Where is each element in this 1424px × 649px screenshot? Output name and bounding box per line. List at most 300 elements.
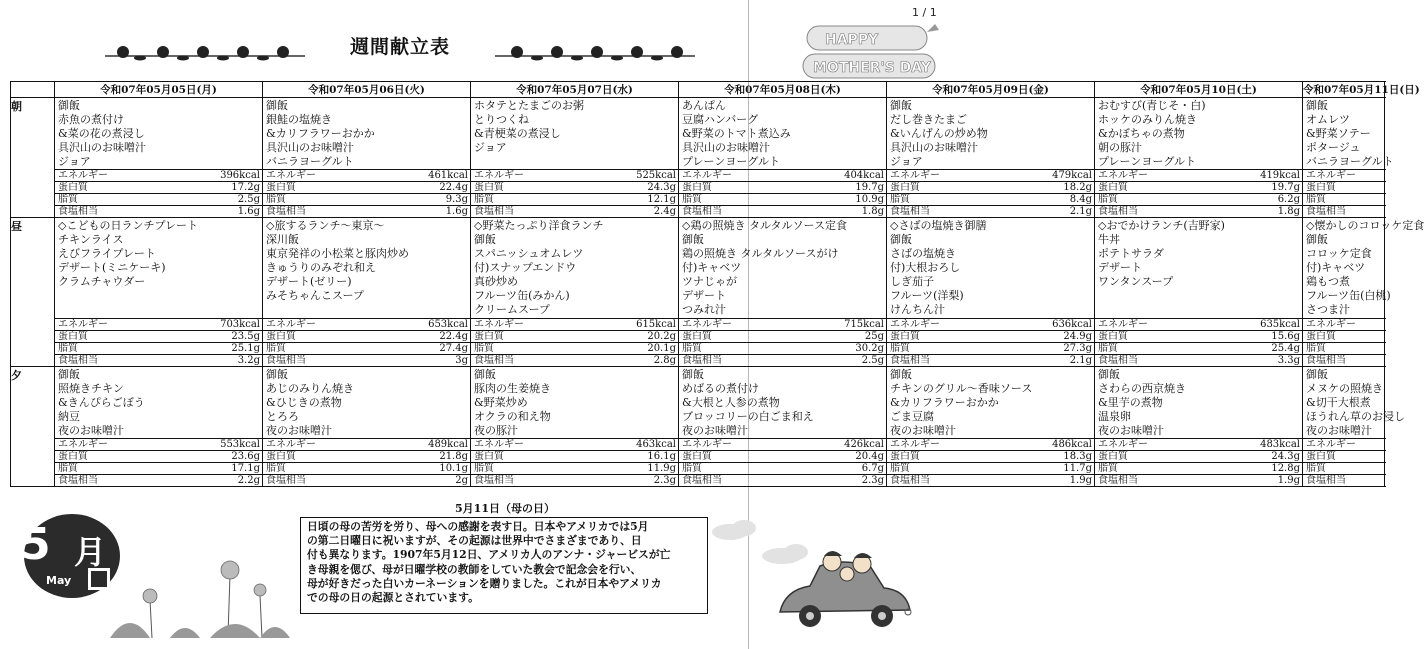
menu-item: けんちん汁 bbox=[890, 303, 945, 316]
nutrient-label: 食塩相当 bbox=[471, 475, 553, 487]
date-header: 令和07年05月09日(金) bbox=[887, 82, 1095, 98]
nutrient-label: エネルギー bbox=[1303, 319, 1385, 331]
menu-item: コロッケ定食 bbox=[1306, 247, 1372, 260]
menu-item: さわらの西京焼き bbox=[1098, 382, 1186, 396]
breakfast-menu-cell bbox=[679, 98, 887, 170]
nutrient-label: 蛋白質 bbox=[679, 331, 761, 343]
nutrient-label: 蛋白質 bbox=[471, 331, 553, 343]
date-header: 令和07年05月10日(土) bbox=[1095, 82, 1303, 98]
nutrient-value: 12.1g bbox=[553, 194, 679, 206]
nutrient-value: 12.8g bbox=[1177, 463, 1303, 475]
nutrient-value: 1.9g bbox=[969, 475, 1095, 487]
menu-item: めばるの煮付け bbox=[682, 382, 759, 396]
nutrient-value: 18.3g bbox=[969, 451, 1095, 463]
menu-item: 具沢山のお味噌汁 bbox=[266, 141, 354, 154]
note-line: 母が好きだった白いカーネーションを贈りました。これが日本やアメリカ bbox=[307, 576, 662, 590]
nutrient-label: 蛋白質 bbox=[263, 182, 345, 194]
menu-item: フルーツ(洋梨) bbox=[890, 289, 964, 302]
dinner-nutrient-row bbox=[11, 463, 1385, 475]
nutrient-value: 6.7g bbox=[761, 463, 887, 475]
menu-item: 御飯 bbox=[1098, 368, 1120, 382]
nutrient-value: 2.5g bbox=[137, 194, 263, 206]
menu-item: &カリフラワーおかか bbox=[266, 127, 375, 140]
menu-item: バニラヨーグルト bbox=[266, 155, 354, 168]
nutrient-value: 24.3g bbox=[553, 182, 679, 194]
menu-item: 深川飯 bbox=[266, 233, 299, 246]
nutrient-value: 489kcal bbox=[345, 439, 471, 451]
nutrient-label: エネルギー bbox=[1095, 319, 1177, 331]
may-kanji: 月 bbox=[74, 533, 107, 571]
nutrient-label: 蛋白質 bbox=[263, 331, 345, 343]
nutrient-value: 1.8g bbox=[1177, 206, 1303, 218]
nutrient-value: 25g bbox=[761, 331, 887, 343]
nutrient-value: 2.4g bbox=[553, 206, 679, 218]
menu-item: &いんげんの炒め物 bbox=[890, 127, 988, 140]
nutrient-label: 食塩相当 bbox=[1303, 475, 1385, 487]
nutrient-value: 2.3g bbox=[761, 475, 887, 487]
nutrient-label: 食塩相当 bbox=[55, 355, 137, 367]
menu-item: 夜のお味噌汁 bbox=[266, 424, 332, 438]
menu-item: &切干大根煮 bbox=[1306, 396, 1371, 410]
nutrient-label: エネルギー bbox=[1095, 170, 1177, 182]
nutrient-label: 脂質 bbox=[55, 463, 137, 475]
dinner-menu-cell bbox=[1095, 367, 1303, 439]
nutrient-value: 1.8g bbox=[761, 206, 887, 218]
breakfast-nutrient-row bbox=[11, 206, 1385, 218]
nutrient-label: 脂質 bbox=[887, 343, 969, 355]
note-line: き母親を偲び、母が日曜学校の教師をしていた教会で記念会を行い、 bbox=[307, 562, 642, 576]
may-english: May bbox=[46, 574, 72, 587]
menu-item: 銀鮭の塩焼き bbox=[266, 113, 332, 126]
banner-line1: HAPPY bbox=[825, 32, 879, 48]
menu-item: ◇野菜たっぷり洋食ランチ bbox=[474, 219, 604, 232]
nutrient-label: 脂質 bbox=[679, 343, 761, 355]
nutrient-label: 食塩相当 bbox=[263, 475, 345, 487]
nutrient-label: 蛋白質 bbox=[55, 451, 137, 463]
nutrient-value: 17.2g bbox=[137, 182, 263, 194]
nutrient-label: 食塩相当 bbox=[679, 355, 761, 367]
lunch-menu-cell bbox=[55, 218, 263, 319]
nutrient-label: エネルギー bbox=[887, 170, 969, 182]
breakfast-menu-cell bbox=[887, 98, 1095, 170]
dinner-menu-cell bbox=[1303, 367, 1405, 439]
menu-item: &きんぴらごぼう bbox=[58, 396, 145, 410]
dinner-menu-cell bbox=[679, 367, 887, 439]
lunch-menu-cell bbox=[679, 218, 887, 319]
nutrient-value: 27.3g bbox=[969, 343, 1095, 355]
nutrient-value: 17.1g bbox=[137, 463, 263, 475]
dinner-label: 夕 bbox=[11, 367, 55, 487]
nutrient-label: エネルギー bbox=[679, 319, 761, 331]
flower-vine-right-icon bbox=[495, 44, 695, 62]
lunch-nutrient-row bbox=[11, 319, 1385, 331]
nutrient-label: 蛋白質 bbox=[1095, 182, 1177, 194]
nutrient-label: エネルギー bbox=[887, 319, 969, 331]
nutrient-label: エネルギー bbox=[1303, 439, 1385, 451]
note-line: の第二日曜日に祝いますが、その起源は世界中でさまざまであり、日 bbox=[307, 534, 642, 548]
menu-item: &野菜のトマト煮込み bbox=[682, 127, 791, 140]
note-line: での母の日の起源とされています。 bbox=[307, 591, 479, 605]
nutrient-label: 脂質 bbox=[1303, 463, 1385, 475]
nutrient-label: 蛋白質 bbox=[1303, 451, 1385, 463]
menu-item: 鶏の照焼き タルタルソースがけ bbox=[682, 247, 839, 260]
menu-item: 御飯 bbox=[266, 368, 288, 382]
menu-item: ジョア bbox=[890, 155, 923, 168]
page-number: 1 / 1 bbox=[912, 6, 937, 19]
nutrient-value: 636kcal bbox=[969, 319, 1095, 331]
nutrient-label: 食塩相当 bbox=[1303, 206, 1385, 218]
menu-item: &ひじきの煮物 bbox=[266, 396, 342, 410]
nutrient-value: 653kcal bbox=[345, 319, 471, 331]
nutrient-value: 419kcal bbox=[1177, 170, 1303, 182]
nutrient-value: 11.9g bbox=[553, 463, 679, 475]
menu-item: 御飯 bbox=[474, 368, 496, 382]
nutrient-value: 8.4g bbox=[969, 194, 1095, 206]
nutrient-label: 食塩相当 bbox=[55, 206, 137, 218]
dandelion-illustration-icon bbox=[110, 540, 290, 640]
nutrient-value: 615kcal bbox=[553, 319, 679, 331]
nutrient-value: 22.4g bbox=[345, 331, 471, 343]
menu-item: &青梗菜の煮浸し bbox=[474, 127, 561, 140]
nutrient-value: 2.1g bbox=[969, 355, 1095, 367]
nutrient-value: 10.1g bbox=[345, 463, 471, 475]
menu-item: デザート(ミニケーキ) bbox=[58, 261, 166, 274]
may-number: 5 bbox=[20, 519, 51, 570]
nutrient-value: 3.3g bbox=[1177, 355, 1303, 367]
nutrient-value: 426kcal bbox=[761, 439, 887, 451]
nutrient-label: 脂質 bbox=[887, 194, 969, 206]
menu-item: とろろ bbox=[266, 410, 299, 424]
menu-item: 御飯 bbox=[58, 99, 80, 112]
lunch-menu-row bbox=[11, 218, 1385, 319]
menu-item: 赤魚の煮付け bbox=[58, 113, 124, 126]
nutrient-value: 3.2g bbox=[137, 355, 263, 367]
nutrient-value: 483kcal bbox=[1177, 439, 1303, 451]
nutrient-label: 食塩相当 bbox=[679, 475, 761, 487]
breakfast-menu-cell bbox=[263, 98, 471, 170]
menu-item: 納豆 bbox=[58, 410, 80, 424]
breakfast-nutrient-row bbox=[11, 170, 1385, 182]
nutrient-label: 蛋白質 bbox=[887, 331, 969, 343]
date-header: 令和07年05月07日(水) bbox=[471, 82, 679, 98]
lunch-nutrient-row bbox=[11, 331, 1385, 343]
nutrient-value: 24.3g bbox=[1177, 451, 1303, 463]
menu-item: 付)大根おろし bbox=[890, 261, 961, 274]
menu-item: ほうれん草のお浸し bbox=[1306, 410, 1405, 424]
nutrient-label: 蛋白質 bbox=[887, 182, 969, 194]
menu-item: ◇鶏の照焼き タルタルソース定食 bbox=[682, 219, 847, 232]
nutrient-value: 27.4g bbox=[345, 343, 471, 355]
note-heading: 5月11日（母の日） bbox=[455, 502, 555, 515]
nutrient-value: 23.5g bbox=[137, 331, 263, 343]
note-line: 日頃の母の苦労を労り、母への感謝を表す日。日本やアメリカでは5月 bbox=[307, 520, 649, 533]
menu-item: 御飯 bbox=[1306, 368, 1328, 382]
menu-item: デザート bbox=[682, 289, 726, 302]
nutrient-label: 脂質 bbox=[471, 463, 553, 475]
nutrient-value: 11.7g bbox=[969, 463, 1095, 475]
nutrient-label: 脂質 bbox=[55, 343, 137, 355]
nutrient-label: エネルギー bbox=[55, 170, 137, 182]
nutrient-label: 脂質 bbox=[1095, 194, 1177, 206]
nutrient-value: 20.2g bbox=[553, 331, 679, 343]
lunch-menu-cell bbox=[471, 218, 679, 319]
menu-item: 御飯 bbox=[1306, 233, 1328, 246]
menu-item: ワンタンスープ bbox=[1098, 275, 1174, 288]
date-header: 令和07年05月05日(月) bbox=[55, 82, 263, 98]
nutrient-label: エネルギー bbox=[471, 439, 553, 451]
menu-item: 東京発祥の小松菜と豚肉炒め bbox=[266, 247, 409, 260]
nutrient-value: 2.3g bbox=[553, 475, 679, 487]
nutrient-label: 蛋白質 bbox=[887, 451, 969, 463]
menu-item: 付)スナップエンドウ bbox=[474, 261, 577, 274]
nutrient-value: 2g bbox=[345, 475, 471, 487]
breakfast-label: 朝 bbox=[11, 98, 55, 218]
dinner-menu-cell bbox=[887, 367, 1095, 439]
menu-item: &野菜ソテー bbox=[1306, 127, 1371, 140]
menu-item: 夜のお味噌汁 bbox=[1306, 424, 1372, 438]
nutrient-value: 20.4g bbox=[761, 451, 887, 463]
menu-item: &大根と人参の煮物 bbox=[682, 396, 780, 410]
nutrient-label: エネルギー bbox=[55, 439, 137, 451]
menu-item: バニラヨーグルト bbox=[1306, 155, 1394, 168]
nutrient-label: 食塩相当 bbox=[679, 206, 761, 218]
dinner-menu-cell bbox=[471, 367, 679, 439]
nutrient-label: エネルギー bbox=[263, 439, 345, 451]
header-corner bbox=[11, 82, 55, 98]
menu-item: 御飯 bbox=[890, 99, 912, 112]
dinner-menu-cell bbox=[55, 367, 263, 439]
menu-item: とりつくね bbox=[474, 113, 529, 126]
menu-item: 具沢山のお味噌汁 bbox=[58, 141, 146, 154]
breakfast-menu-cell bbox=[471, 98, 679, 170]
menu-item: 鶏もつ煮 bbox=[1306, 275, 1350, 288]
nutrient-value: 2.1g bbox=[969, 206, 1095, 218]
menu-item: 夜のお味噌汁 bbox=[682, 424, 748, 438]
nutrient-label: 脂質 bbox=[679, 463, 761, 475]
menu-item: ホッケのみりん焼き bbox=[1098, 113, 1197, 126]
menu-item: オクラの和え物 bbox=[474, 410, 551, 424]
menu-item: プレーンヨーグルト bbox=[1098, 155, 1197, 168]
nutrient-label: 脂質 bbox=[471, 194, 553, 206]
menu-item: 御飯 bbox=[266, 99, 288, 112]
menu-item: 豚肉の生姜焼き bbox=[474, 382, 551, 396]
nutrient-label: 脂質 bbox=[263, 463, 345, 475]
nutrient-value: 10.9g bbox=[761, 194, 887, 206]
nutrient-value: 21.8g bbox=[345, 451, 471, 463]
nutrient-value: 25.1g bbox=[137, 343, 263, 355]
nutrient-label: 脂質 bbox=[679, 194, 761, 206]
nutrient-label: 脂質 bbox=[471, 343, 553, 355]
breakfast-nutrient-row bbox=[11, 182, 1385, 194]
nutrient-value: 525kcal bbox=[553, 170, 679, 182]
nutrient-label: 脂質 bbox=[887, 463, 969, 475]
nutrient-value: 396kcal bbox=[137, 170, 263, 182]
menu-item: チキンのグリル〜香味ソース bbox=[890, 382, 1033, 396]
menu-item: &野菜炒め bbox=[474, 396, 528, 410]
nutrient-label: 蛋白質 bbox=[1095, 451, 1177, 463]
nutrient-label: 食塩相当 bbox=[1095, 206, 1177, 218]
nutrient-value: 20.1g bbox=[553, 343, 679, 355]
nutrient-value: 479kcal bbox=[969, 170, 1095, 182]
nutrient-value: 635kcal bbox=[1177, 319, 1303, 331]
nutrient-value: 1.9g bbox=[1177, 475, 1303, 487]
menu-item: さつま汁 bbox=[1306, 303, 1350, 316]
menu-item: 夜のお味噌汁 bbox=[58, 424, 124, 438]
nutrient-value: 463kcal bbox=[553, 439, 679, 451]
menu-item: 牛丼 bbox=[1098, 233, 1120, 246]
nutrient-value: 2.8g bbox=[553, 355, 679, 367]
menu-item: ジョア bbox=[58, 155, 91, 168]
menu-item: さばの塩焼き bbox=[890, 247, 956, 260]
dinner-menu-cell bbox=[263, 367, 471, 439]
nutrient-label: 食塩相当 bbox=[1095, 475, 1177, 487]
menu-item: 付)キャベツ bbox=[682, 261, 742, 274]
menu-item: 照焼きチキン bbox=[58, 382, 124, 396]
menu-item: &カリフラワーおかか bbox=[890, 396, 999, 410]
date-header: 令和07年05月06日(火) bbox=[263, 82, 471, 98]
menu-item: &かぼちゃの煮物 bbox=[1098, 127, 1185, 140]
nutrient-value: 19.7g bbox=[1177, 182, 1303, 194]
breakfast-nutrient-row bbox=[11, 194, 1385, 206]
nutrient-label: エネルギー bbox=[1303, 170, 1385, 182]
date-header-row bbox=[11, 82, 1385, 98]
menu-item: チキンライス bbox=[58, 233, 124, 246]
lunch-menu-cell bbox=[887, 218, 1095, 319]
menu-table bbox=[10, 81, 1424, 487]
nutrient-label: 脂質 bbox=[1303, 194, 1385, 206]
nutrient-label: エネルギー bbox=[55, 319, 137, 331]
menu-item: スパニッシュオムレツ bbox=[474, 247, 584, 260]
nutrient-label: 蛋白質 bbox=[263, 451, 345, 463]
menu-item: 温泉卵 bbox=[1098, 410, 1131, 424]
nutrient-value: 23.6g bbox=[137, 451, 263, 463]
family-car-illustration-icon bbox=[770, 540, 920, 635]
nutrient-label: エネルギー bbox=[887, 439, 969, 451]
menu-item: 御飯 bbox=[474, 233, 496, 246]
dinner-menu-row bbox=[11, 367, 1385, 439]
menu-item: 御飯 bbox=[1306, 99, 1328, 112]
menu-item: プレーンヨーグルト bbox=[682, 155, 781, 168]
dinner-nutrient-row bbox=[11, 475, 1385, 487]
menu-item: あんぱん bbox=[682, 99, 726, 112]
dinner-nutrient-row bbox=[11, 439, 1385, 451]
nutrient-label: 蛋白質 bbox=[1303, 331, 1385, 343]
lunch-nutrient-row bbox=[11, 343, 1385, 355]
menu-item: ブロッコリーの白ごま和え bbox=[682, 410, 814, 424]
menu-item: あじのみりん焼き bbox=[266, 382, 354, 396]
nutrient-value: 16.1g bbox=[553, 451, 679, 463]
menu-item: 御飯 bbox=[58, 368, 80, 382]
lunch-menu-cell bbox=[263, 218, 471, 319]
nutrient-value: 30.2g bbox=[761, 343, 887, 355]
nutrient-value: 25.4g bbox=[1177, 343, 1303, 355]
nutrient-label: エネルギー bbox=[471, 170, 553, 182]
nutrient-label: 脂質 bbox=[55, 194, 137, 206]
nutrient-label: エネルギー bbox=[1095, 439, 1177, 451]
nutrient-label: 蛋白質 bbox=[55, 182, 137, 194]
nutrient-value: 703kcal bbox=[137, 319, 263, 331]
nutrient-label: 食塩相当 bbox=[887, 355, 969, 367]
menu-item: おむすび(青じそ・白) bbox=[1098, 99, 1206, 112]
lunch-label: 昼 bbox=[11, 218, 55, 367]
nutrient-label: エネルギー bbox=[471, 319, 553, 331]
nutrient-label: エネルギー bbox=[679, 170, 761, 182]
nutrient-value: 715kcal bbox=[761, 319, 887, 331]
nutrient-label: 食塩相当 bbox=[471, 355, 553, 367]
breakfast-menu-row bbox=[11, 98, 1385, 170]
nutrient-label: 蛋白質 bbox=[1095, 331, 1177, 343]
menu-item: クリームスープ bbox=[474, 303, 550, 316]
menu-item: 豆腐ハンバーグ bbox=[682, 113, 759, 126]
menu-item: 御飯 bbox=[682, 233, 704, 246]
menu-item: みそちゃんこスープ bbox=[266, 289, 364, 302]
nutrient-label: 食塩相当 bbox=[887, 206, 969, 218]
date-header: 令和07年05月11日(日) bbox=[1303, 82, 1385, 98]
menu-item: 付)キャベツ bbox=[1306, 261, 1366, 274]
nutrient-label: エネルギー bbox=[263, 319, 345, 331]
lunch-nutrient-row bbox=[11, 355, 1385, 367]
mothers-day-note bbox=[300, 517, 708, 614]
nutrient-label: 食塩相当 bbox=[887, 475, 969, 487]
nutrient-label: 蛋白質 bbox=[679, 182, 761, 194]
menu-item: ◇さばの塩焼き御膳 bbox=[890, 219, 987, 232]
nutrient-value: 3g bbox=[345, 355, 471, 367]
mothers-day-banner-icon bbox=[803, 20, 943, 82]
menu-item: しぎ茄子 bbox=[890, 275, 934, 288]
menu-item: デザート(ゼリー) bbox=[266, 275, 352, 288]
menu-item: えびフライプレート bbox=[58, 247, 156, 260]
title-area bbox=[95, 22, 705, 70]
menu-item: だし巻きたまご bbox=[890, 113, 967, 126]
menu-item: ジョア bbox=[474, 141, 507, 154]
menu-item: 御飯 bbox=[890, 368, 912, 382]
menu-item: ◇こどもの日ランチプレート bbox=[58, 219, 199, 232]
breakfast-menu-cell bbox=[1303, 98, 1394, 170]
lunch-menu-cell bbox=[1303, 218, 1424, 319]
menu-item: 御飯 bbox=[682, 368, 704, 382]
nutrient-label: 脂質 bbox=[1303, 343, 1385, 355]
menu-item: 真砂炒め bbox=[474, 275, 518, 288]
menu-item: メヌケの照焼き bbox=[1306, 382, 1383, 396]
nutrient-label: 蛋白質 bbox=[55, 331, 137, 343]
nutrient-label: エネルギー bbox=[679, 439, 761, 451]
nutrient-label: 蛋白質 bbox=[471, 451, 553, 463]
nutrient-label: 脂質 bbox=[1095, 463, 1177, 475]
note-line: 付も異なります。1907年5月12日、アメリカ人のアンナ・ジャービスが亡 bbox=[307, 548, 671, 562]
nutrient-label: 蛋白質 bbox=[679, 451, 761, 463]
nutrient-value: 24.9g bbox=[969, 331, 1095, 343]
nutrient-value: 404kcal bbox=[761, 170, 887, 182]
nutrient-value: 22.4g bbox=[345, 182, 471, 194]
menu-item: きゅうりのみぞれ和え bbox=[266, 261, 376, 274]
nutrient-value: 2.2g bbox=[137, 475, 263, 487]
nutrient-label: 食塩相当 bbox=[471, 206, 553, 218]
menu-item: フルーツ缶(白桃) bbox=[1306, 289, 1391, 302]
nutrient-value: 9.3g bbox=[345, 194, 471, 206]
menu-item: ツナじゃが bbox=[682, 275, 737, 288]
nutrient-label: 蛋白質 bbox=[1303, 182, 1385, 194]
nutrient-value: 1.6g bbox=[345, 206, 471, 218]
nutrient-value: 461kcal bbox=[345, 170, 471, 182]
menu-item: ◇おでかけランチ(吉野家) bbox=[1098, 219, 1225, 232]
menu-item: フルーツ缶(みかん) bbox=[474, 289, 570, 302]
menu-item: ポタージュ bbox=[1306, 141, 1361, 154]
menu-item: &菜の花の煮浸し bbox=[58, 127, 145, 140]
menu-item: 具沢山のお味噌汁 bbox=[890, 141, 978, 154]
menu-item: 夜のお味噌汁 bbox=[890, 424, 956, 438]
nutrient-label: エネルギー bbox=[263, 170, 345, 182]
date-header: 令和07年05月08日(木) bbox=[679, 82, 887, 98]
